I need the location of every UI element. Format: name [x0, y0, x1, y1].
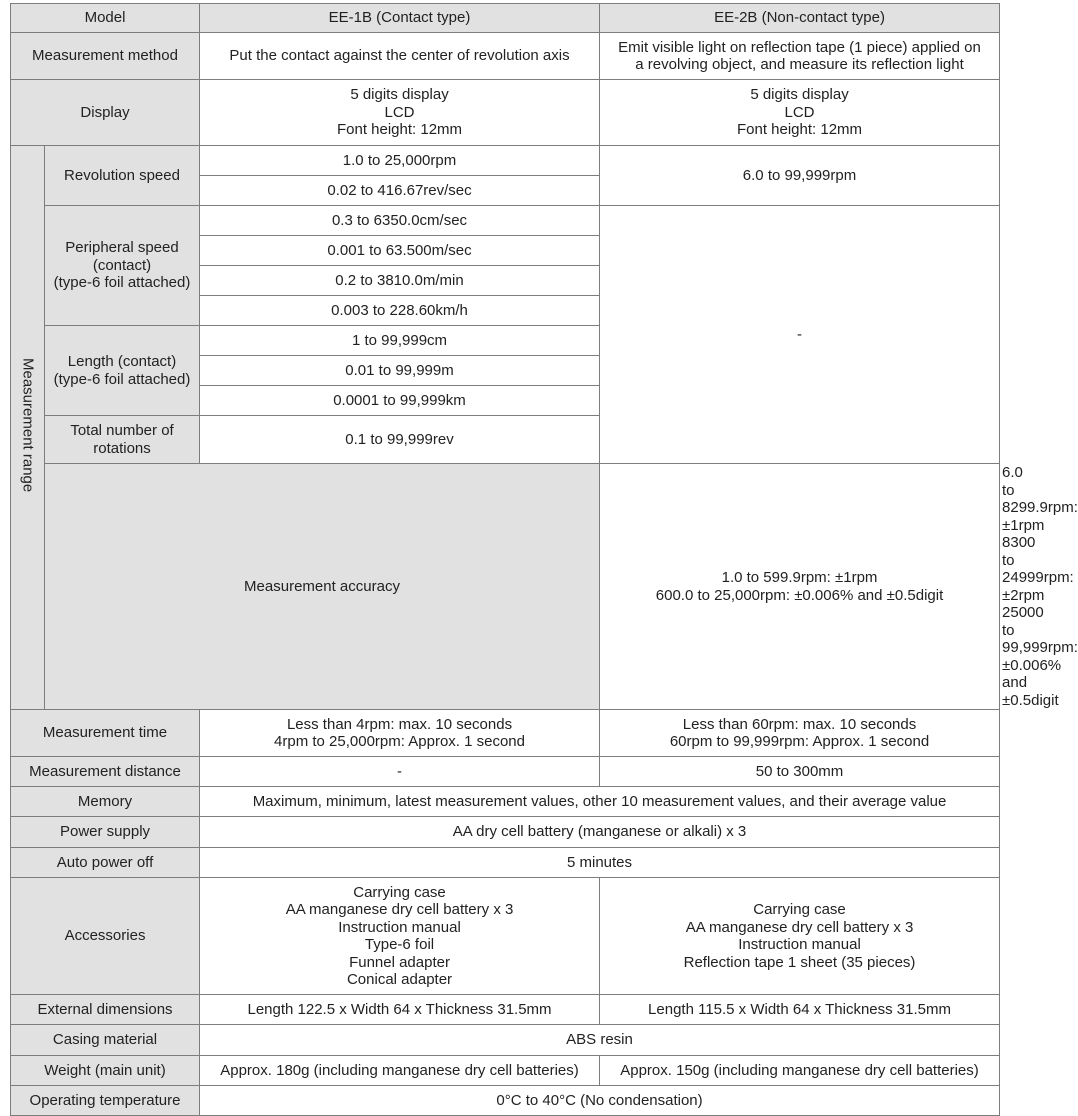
peripheral-ee1b: 0.2 to 3810.0m/min: [200, 266, 600, 296]
length-ee1b: 0.0001 to 99,999km: [200, 386, 600, 416]
weight-ee1b: Approx. 180g (including manganese dry cell batteries): [200, 1056, 600, 1086]
accessories-ee1b-item: Conical adapter: [346, 971, 453, 988]
range-row: [11, 146, 1000, 176]
accessories-ee2b-item: Instruction manual: [738, 936, 861, 953]
weight-label: Weight (main unit): [11, 1056, 200, 1086]
revolution-ee1b: 0.02 to 416.67rev/sec: [200, 176, 600, 206]
method-ee1b: Put the contact against the center of revolution axis: [200, 33, 600, 80]
measurement-range-text: Measurement range: [19, 358, 37, 493]
total-label-line: rotations: [93, 439, 151, 457]
time-ee1b: [200, 710, 600, 757]
accuracy-label: Measurement accuracy: [45, 464, 600, 710]
display-row: [11, 80, 1000, 146]
accessories-ee1b-item: Carrying case: [353, 883, 446, 901]
peripheral-label-line: (contact): [92, 256, 152, 274]
power-row: [11, 817, 1000, 848]
method-row: [11, 33, 1000, 80]
display-ee1b-line: LCD: [384, 103, 415, 121]
dimensions-ee1b: Length 122.5 x Width 64 x Thickness 31.5mm: [200, 995, 600, 1025]
revolution-ee1b: 1.0 to 25,000rpm: [200, 146, 600, 176]
length-label: [45, 326, 200, 416]
accessories-ee2b-item: Reflection tape 1 sheet (35 pieces): [683, 953, 916, 971]
accessories-ee1b-item: Type-6 foil: [364, 936, 435, 953]
length-ee1b: 0.01 to 99,999m: [200, 356, 600, 386]
peripheral-label: [45, 206, 200, 326]
header-row: [11, 4, 1000, 33]
casing-row: [11, 1025, 1000, 1056]
length-label-line: (type-6 foil attached): [53, 370, 191, 388]
method-label: Measurement method: [11, 33, 200, 80]
time-label: Measurement time: [11, 710, 200, 757]
display-ee1b-line: Font height: 12mm: [336, 121, 463, 139]
memory-row: [11, 787, 1000, 817]
autooff-value: 5 minutes: [200, 848, 1000, 878]
ee1b-header: EE-1B (Contact type): [200, 4, 600, 33]
distance-ee1b: -: [200, 757, 600, 787]
accuracy-ee1b-line: 600.0 to 25,000rpm: ±0.006% and ±0.5digit: [655, 586, 944, 604]
length-label-line: Length (contact): [67, 353, 177, 370]
accessories-ee1b: [200, 878, 600, 995]
spec-table-wrapper: [10, 3, 1078, 1116]
accessories-ee2b: [600, 878, 1000, 995]
spec-table: [10, 3, 1078, 1116]
total-label: [45, 416, 200, 464]
display-ee2b: [600, 80, 1000, 146]
weight-row: [11, 1056, 1000, 1086]
accessories-row: [11, 878, 1000, 995]
accuracy-ee1b: [600, 464, 1000, 710]
revolution-label: Revolution speed: [45, 146, 200, 206]
distance-label: Measurement distance: [11, 757, 200, 787]
model-header: Model: [11, 4, 200, 33]
method-ee2b: [600, 33, 1000, 80]
accessories-ee1b-item: Funnel adapter: [349, 953, 450, 971]
display-ee1b-line: 5 digits display: [350, 86, 449, 104]
time-ee1b-line: Less than 4rpm: max. 10 seconds: [286, 715, 513, 733]
peripheral-ee1b: 0.001 to 63.500m/sec: [200, 236, 600, 266]
autooff-row: [11, 848, 1000, 878]
accuracy-ee1b-line: 1.0 to 599.9rpm: ±1rpm: [721, 569, 878, 586]
revolution-ee2b: 6.0 to 99,999rpm: [600, 146, 1000, 206]
time-ee1b-line: 4rpm to 25,000rpm: Approx. 1 second: [274, 733, 525, 750]
peripheral-label-line: (type-6 foil attached): [53, 274, 191, 292]
display-ee2b-line: LCD: [784, 103, 815, 121]
display-ee2b-line: 5 digits display: [750, 86, 849, 104]
casing-label: Casing material: [11, 1025, 200, 1056]
range-ee2b-empty: -: [600, 206, 1000, 464]
dimensions-ee2b: Length 115.5 x Width 64 x Thickness 31.5mm: [600, 995, 1000, 1025]
peripheral-ee1b: 0.003 to 228.60km/h: [200, 296, 600, 326]
memory-label: Memory: [11, 787, 200, 817]
temperature-value: 0°C to 40°C (No condensation): [200, 1086, 1000, 1116]
display-label: Display: [11, 80, 200, 146]
time-row: [11, 710, 1000, 757]
range-row: [11, 206, 1000, 236]
measurement-range-label: [11, 146, 45, 710]
dimensions-label: External dimensions: [11, 995, 200, 1025]
temperature-row: [11, 1086, 1000, 1116]
power-label: Power supply: [11, 817, 200, 848]
total-label-line: Total number of: [70, 422, 174, 439]
method-ee2b-line: Emit visible light on reflection tape (1 piece) applied on: [618, 38, 981, 56]
accessories-label: Accessories: [11, 878, 200, 995]
power-value: AA dry cell battery (manganese or alkali) x 3: [200, 817, 1000, 848]
casing-value: ABS resin: [200, 1025, 1000, 1056]
display-ee2b-line: Font height: 12mm: [736, 121, 863, 139]
time-ee2b-line: Less than 60rpm: max. 10 seconds: [682, 715, 917, 733]
peripheral-label-line: Peripheral speed: [65, 239, 179, 257]
weight-ee2b: Approx. 150g (including manganese dry cell batteries): [600, 1056, 1000, 1086]
distance-row: [11, 757, 1000, 787]
time-ee2b: [600, 710, 1000, 757]
method-ee2b-line: a revolving object, and measure its reflection light: [635, 56, 964, 73]
dimensions-row: [11, 995, 1000, 1025]
peripheral-ee1b: 0.3 to 6350.0cm/sec: [200, 206, 600, 236]
length-ee1b: 1 to 99,999cm: [200, 326, 600, 356]
accessories-ee1b-item: AA manganese dry cell battery x 3: [285, 901, 514, 918]
autooff-label: Auto power off: [11, 848, 200, 878]
total-ee1b: 0.1 to 99,999rev: [200, 416, 600, 464]
display-ee1b: [200, 80, 600, 146]
distance-ee2b: 50 to 300mm: [600, 757, 1000, 787]
memory-value: Maximum, minimum, latest measurement values, other 10 measurement values, and their average value: [200, 787, 1000, 817]
accessories-ee2b-item: Carrying case: [753, 901, 846, 918]
time-ee2b-line: 60rpm to 99,999rpm: Approx. 1 second: [669, 733, 930, 750]
ee2b-header: EE-2B (Non-contact type): [600, 4, 1000, 33]
temperature-label: Operating temperature: [11, 1086, 200, 1116]
accuracy-row: Measurement accuracy 1.0 to 599.9rpm: ±1rpm 600.0 to 25,000rpm: ±0.006% and ±0.5digit 6.0 to 8299.9rpm: ±1rpm 8300 to 24999rpm: ±2rpm 25000 to 99,999rpm: ±0.006% and ±0.5digit: [11, 464, 1000, 710]
accessories-ee1b-item: Instruction manual: [338, 918, 461, 936]
accessories-ee2b-item: AA manganese dry cell battery x 3: [685, 918, 914, 936]
